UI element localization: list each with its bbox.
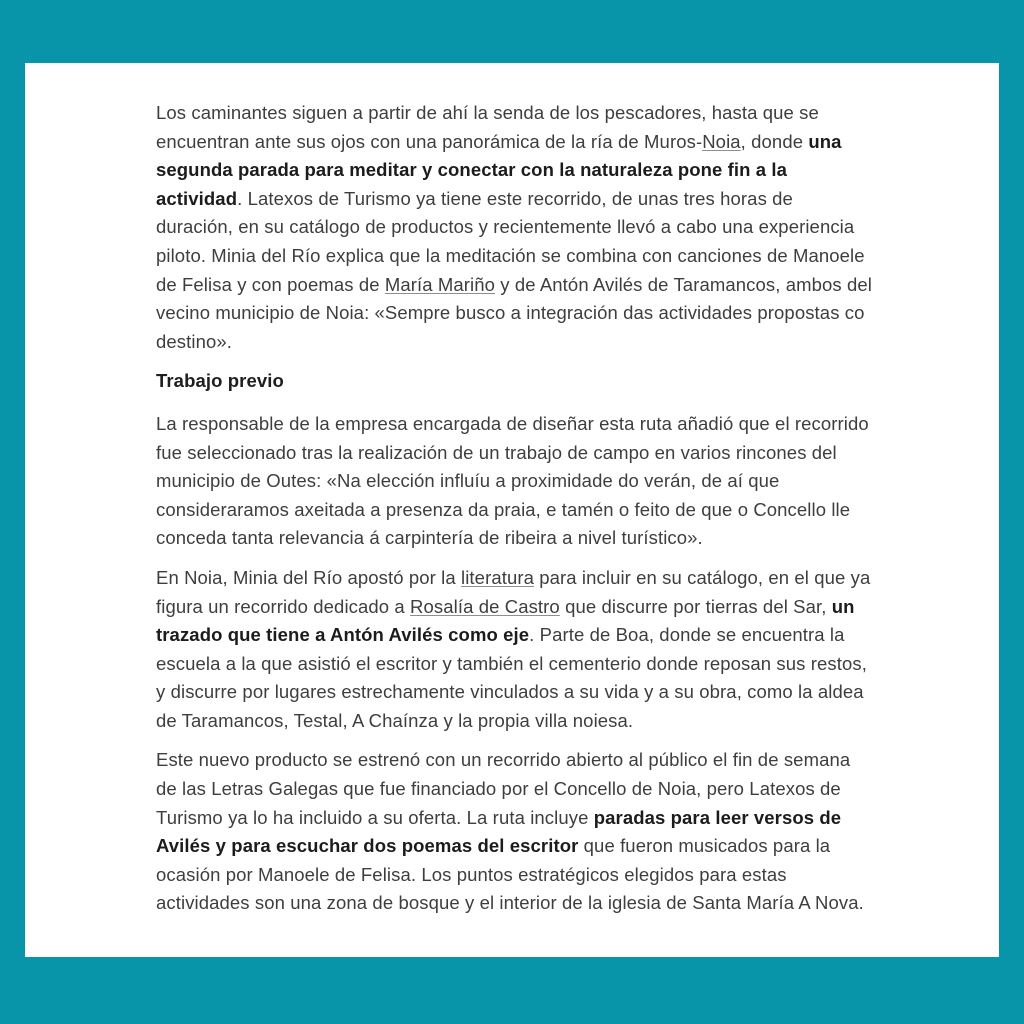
body-text: que fueron musicados para la ocasión por Manoele de Felisa. Los puntos estratégicos elegidos para estas actividades son una zona de bosque y el interior de la iglesia de Santa María A Nova. <box>156 835 864 914</box>
body-text: Los caminantes siguen a partir de ahí la senda de los pescadores, hasta que se encuentran ante sus ojos con una panorámica de la ría de Muros- <box>156 102 819 152</box>
paragraph <box>156 564 875 736</box>
paper <box>25 63 999 957</box>
paragraph <box>156 746 875 918</box>
body-text: Este nuevo producto se estrenó con un recorrido abierto al público el fin de semana de las Letras Galegas que fue financiado por el Concello de Noia, pero Latexos de Turismo ya lo ha incluido a su oferta. La ruta incluye <box>156 749 851 828</box>
body-text: Trabajo previo <box>156 370 284 392</box>
body-text: . Parte de Boa, donde se encuentra la escuela a la que asistió el escritor y también el cementerio donde reposan sus restos, y discurre por lugares estrechamente vinculados a su vida y a su obra, como la aldea de Taramancos, Testal, A Chaínza y la propia villa noiesa. <box>156 624 867 731</box>
inline-link[interactable]: María Mariño <box>384 273 496 295</box>
body-text: que discurre por tierras del Sar, <box>559 595 832 617</box>
section-heading <box>156 367 875 396</box>
body-text: . Latexos de Turismo ya tiene este recorrido, de unas tres horas de duración, en su catálogo de productos y recientemente llevó a cabo una experiencia piloto. Minia del Río explica que la meditación se combina con canciones de Manoele de Felisa y con poemas de <box>156 187 865 295</box>
body-text: y de Antón Avilés de Taramancos, ambos del vecino municipio de Noia: «Sempre busco a integración das actividades propostas co destino». <box>156 273 872 352</box>
paragraph <box>156 410 875 553</box>
bold-text: una segunda parada para meditar y conectar con la naturaleza pone fin a la actividad <box>156 130 842 209</box>
article-body <box>25 63 875 918</box>
body-text: , donde <box>740 130 809 152</box>
inline-link[interactable]: Rosalía de Castro <box>410 595 560 617</box>
bold-text: paradas para leer versos de Avilés y para escuchar dos poemas del escritor <box>156 806 842 857</box>
paragraph <box>156 99 875 356</box>
inline-link[interactable]: Noia <box>702 130 741 152</box>
bold-text: un trazado que tiene a Antón Avilés como eje <box>156 595 855 646</box>
inline-link[interactable]: literatura <box>461 566 534 588</box>
body-text: En Noia, Minia del Río apostó por la <box>156 566 462 588</box>
body-text: para incluir en su catálogo, en el que ya figura un recorrido dedicado a <box>156 566 871 617</box>
body-text: La responsable de la empresa encargada de diseñar esta ruta añadió que el recorrido fue seleccionado tras la realización de un trabajo de campo en varios rincones del municipio de Outes: «Na elección influíu a proximidade do verán, de aí que consideraramos axeitada a presenza da praia, e tamén o feito de que o Concello lle conceda tanta relevancia á carpintería de ribeira a nivel turístico». <box>156 412 869 549</box>
